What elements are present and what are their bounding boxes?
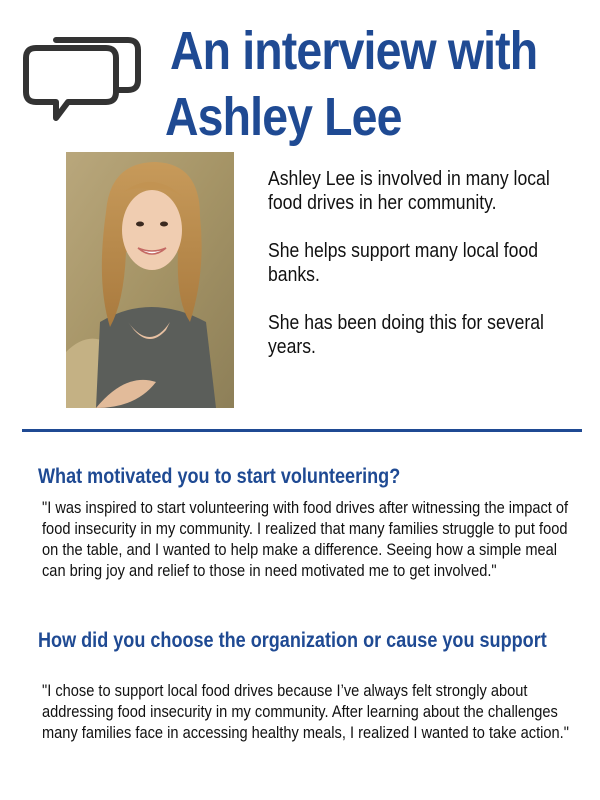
portrait-photo <box>66 152 234 408</box>
bio-text <box>268 167 550 383</box>
page-title-line1: An interview with <box>170 21 538 81</box>
bio-paragraph: Ashley Lee is involved in many local food drives in her community. <box>268 168 550 214</box>
bio-paragraph: She has been doing this for several years. <box>268 312 544 358</box>
section-divider <box>22 429 582 432</box>
bio-paragraph: She helps support many local food banks. <box>268 240 539 286</box>
answer-text: "I was inspired to start volunteering with food drives after witnessing the impact of food insecurity in my community. I realized that many families struggle to put food on the table, and I wanted to help make a difference. Seeing how a simple meal can bring joy and relief to those in need motivated me to get involved." <box>42 498 569 580</box>
chat-bubbles-icon <box>18 30 152 126</box>
question-heading: What motivated you to start volunteering? <box>38 465 401 488</box>
answer-text: "I chose to support local food drives because I’ve always felt strongly about addressing food insecurity in my community. After learning about the challenges many families face in accessing healthy meals, I realized I wanted to take action." <box>42 681 569 742</box>
question-heading: How did you choose the organization or cause you support <box>38 629 547 652</box>
page-title-line2: Ashley Lee <box>165 87 402 147</box>
